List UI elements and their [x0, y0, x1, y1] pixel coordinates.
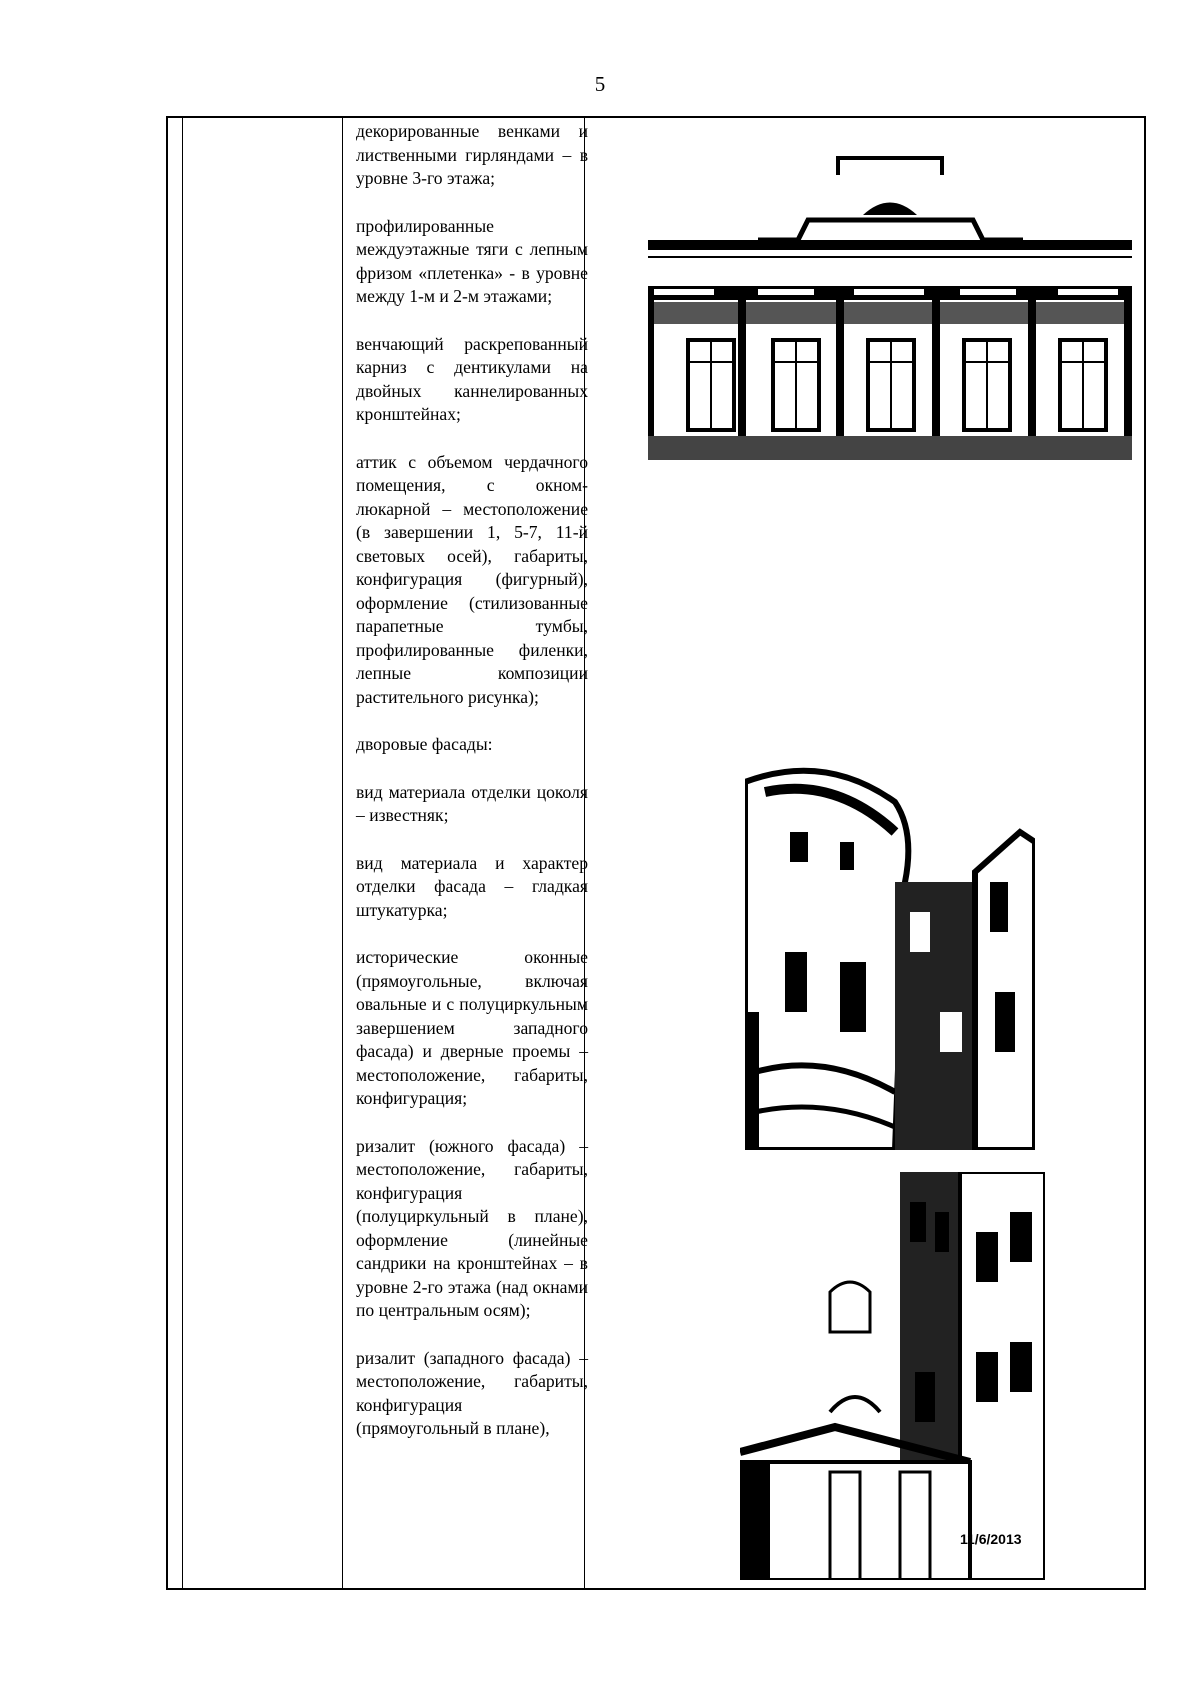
paragraph: профилированные междуэтажные тяги с лепным фризом «плетенка» - в уровне между 1-м и 2-м этажами;: [356, 215, 588, 306]
photo-date-stamp: 11/6/2013: [960, 1531, 1022, 1547]
paragraph: декорированные венками и лиственными гирляндами – в уровне 3-го этажа;: [356, 121, 588, 188]
column-divider: [182, 118, 183, 1588]
courtyard-photo-entrance: [740, 1172, 1045, 1580]
paragraph: вид материала отделки цоколя – известняк;: [356, 781, 588, 825]
paragraph: венчающий раскрепованный карниз с дентикулами на двойных каннелированных кронштейнах;: [356, 333, 588, 424]
description-column: [356, 120, 588, 1465]
paragraph: ризалит (южного фасада) – местоположение, габариты, конфигурация (полуциркульный в плане), оформление (линейные сандрики на кронштейнах – в уровне 2-го этажа (над окнами по центральным осям);: [356, 1135, 588, 1320]
paragraph: исторические оконные (прямоугольные, включая овальные и с полуциркульным завершением западного фасада) и дверные проемы – местоположение, габариты, конфигурация;: [356, 947, 588, 1108]
facade-photo-main: [648, 140, 1132, 460]
courtyard-photo-tower: [745, 762, 1035, 1150]
paragraph: вид материала и характер отделки фасада – гладкая штукатурка;: [356, 852, 588, 920]
paragraph: ризалит (западного фасада) – местоположение, габариты, конфигурация (прямоугольный в плане),: [356, 1347, 588, 1438]
column-divider: [342, 118, 343, 1588]
paragraph: дворовые фасады:: [356, 734, 493, 754]
page-number: 5: [594, 72, 606, 96]
paragraph: аттик с объемом чердачного помещения, с окном-люкарной – местоположение (в завершении 1, 5-7, 11-й световых осей), габариты, конфигурация (фигурный), оформление (стилизованные парапетные тумбы, профилированные филенки, лепные композиции растительного рисунка);: [356, 451, 588, 707]
